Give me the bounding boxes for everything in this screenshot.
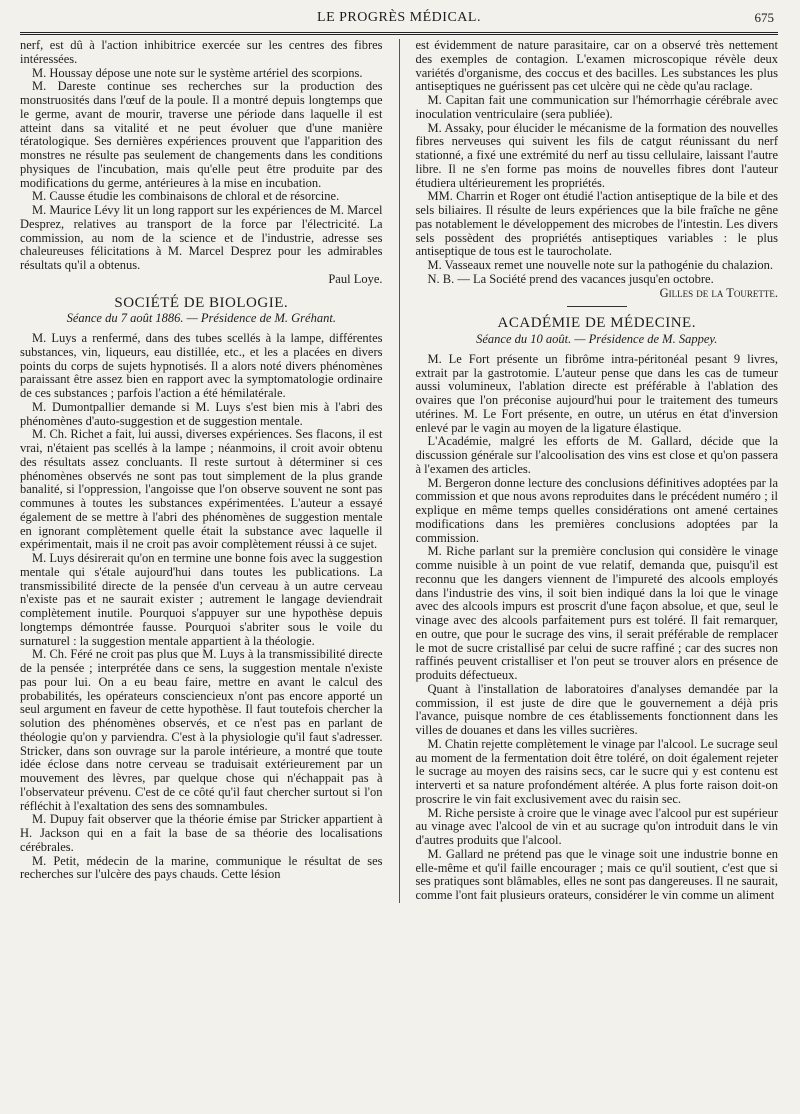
paragraph: Quant à l'installation de laboratoires d'analyses demandée par la commission, il est juste de dire que le gouvernement a déjà pris l'avance, puisque nombre de ces établissements fonctionnent dans les villes de douanes et dans les villes sucrières. <box>415 681 779 737</box>
paragraph: M. Chatin rejette complètement le vinage par l'alcool. Le sucrage seul au moment de la fermentation doit être toléré, on doit également rejeter le sucrage au moyen des raisins secs, car le sucre qui y est contenu est interverti et sa nature profondément altérée. A plus forte raison doit-on proscrire le vin fait exclusivement avec du raisin sec. <box>415 736 779 806</box>
paragraph: M. Luys a renfermé, dans des tubes scellés à la lampe, différentes substances, vin, liqueurs, eau distillée, etc., et les a placées en divers points du corps de sujets hypnotisés. Il a alors noté divers phénomènes paraissant être assez bien en rapport avec la symptomatologie ordinaire de ces substances ; parfois l'action a été hémilatérale. <box>20 331 383 400</box>
paragraph: N. B. — La Société prend des vacances jusqu'en octobre. <box>427 271 714 286</box>
paragraph: M. Houssay dépose une note sur le système artériel des scorpions. <box>32 65 363 80</box>
paragraph: M. Assaky, pour élucider le mécanisme de la formation des nouvelles fibres nerveuses qui suivent les fils de catgut réunissant du nerf stationné, a fixé une extrémité du nerf au tissu cellulaire, laissant l'autre libre. Il ne s'en forme pas moins de nouvelles fibres dont l'auteur étudiera ultérieurement les propriétés. <box>415 120 779 190</box>
paragraph: M. Gallard ne prétend pas que le vinage soit une industrie bonne en elle-même et qu'il faille encourager ; mais ce qu'il soutient, c'est que si ses pratiques sont blâmables, elles ne sont pas dangereuses. Il ne saurait, comme l'ont fait plusieurs orateurs, considérer le vin comme un aliment <box>415 846 779 902</box>
paragraph: M. Bergeron donne lecture des conclusions définitives adoptées par la commission et que nous avons reproduites dans le précédent numéro ; il explique en même temps quelles considérations ont amené certaines modifications dans les premières conclusions adoptées par la commission. <box>415 475 779 545</box>
paragraph: M. Riche parlant sur la première conclusion qui considère le vinage comme nuisible à un point de vue relatif, demanda que, puisqu'il est reconnu que les dangers viennent de l'impureté des alcools employés dans l'industrie des vins, il soit bien indiqué dans la loi que le vinage avec des alcools impurs est proscrit d'une façon absolue, et que, seul le vinage avec des alcools parfaitement purs est toléré. Il fait remarquer, en outre, que pour le sucrage des vins, il serait préférable de remplacer le mot de sucre cristallisé par celui de sucre raffiné ; car des sucres non raffinés peuvent cristalliser et l'on peut se trouver alors en présence de produits défectueux. <box>415 544 779 682</box>
left-column <box>20 39 383 903</box>
journal-title: LE PROGRÈS MÉDICAL. <box>317 10 481 25</box>
paragraph: est évidemment de nature parasitaire, car on a observé très nettement des exemples de contagion. L'examen microscopique révèle deux variétés d'organisme, des coccus et des bacilles. Les substances les plus antiseptiques ne guérissent pas cet ulcère qui ne cède qu'au raclage. <box>415 38 779 94</box>
paragraph: M. Dumontpallier demande si M. Luys s'est bien mis à l'abri des phénomènes d'auto-suggestion et de suggestion mentale. <box>20 399 383 428</box>
paragraph: nerf, est dû à l'action inhibitrice exercée sur les centres des fibres intéressées. <box>20 38 383 66</box>
paragraph: M. Le Fort présente un fibrôme intra-péritonéal pesant 9 livres, extrait par la gastrotomie. L'auteur pense que dans les cas de tumeur aussi volumineux, l'ablation directe est préférable à l'ablation des ovaires que l'on préconise aujourd'hui pour le traitement des tumeurs utérines. M. Le Fort présente, en outre, un utérus en état d'inversion enlevé par le vagin au moyen de la ligature élastique. <box>415 351 779 435</box>
right-column <box>416 39 779 903</box>
paragraph: M. Vasseaux remet une nouvelle note sur la pathogénie du chalazion. <box>427 258 773 272</box>
page-number: 675 <box>754 10 774 25</box>
header-rule <box>20 32 778 35</box>
paragraph: MM. Charrin et Roger ont étudié l'action antiseptique de la bile et des sels biliaires. Il résulte de leurs expériences que la bile fraîche ne gêne pas notablement le développement des microbes de l'intestin. Les divers sels possèdent des propriétés antiseptiques variables : le plus antiseptique de tous est le taurocholate. <box>415 189 779 259</box>
section-separator <box>567 306 627 307</box>
paragraph: M. Maurice Lévy lit un long rapport sur les expériences de M. Marcel Desprez, relatives au transport de la force par l'électricité. La commission, au nom de la science et de l'industrie, adresse ses chaleureuses félicitations à M. Marcel Desprez pour les admirables résultats qu'il a obtenus. <box>20 203 383 272</box>
paragraph: L'Académie, malgré les efforts de M. Gallard, décide que la discussion générale sur l'alcoolisation des vins est close et qu'on passera à l'examen des articles. <box>415 434 779 476</box>
section-heading: SOCIÉTÉ DE BIOLOGIE. <box>114 294 289 311</box>
paragraph: M. Riche persiste à croire que le vinage avec l'alcool pur est supérieur au vinage avec l'alcool de vin et au sucrage qu'on introduit dans le vin d'autres produits que l'alcool. <box>415 805 779 847</box>
paragraph: M. Dareste continue ses recherches sur la production des monstruosités dans l'œuf de la poule. Il a montré depuis longtemps que le germe, avant de mourir, traverse une période dans laquelle il est atteint dans sa vitalité et ne peut évoluer que d'une manière tératologique. Ses dernières expériences prouvent que l'apparition des monstres ne résulte pas seulement de changements dans les conditions physiques de l'incubation, mais qu'elle peut être produite par des modifications du germe, antérieures à la mise en incubation. <box>20 79 383 190</box>
paragraph: M. Causse étudie les combinaisons de chloral et de résorcine. <box>32 189 340 204</box>
author-signature: Gilles de la Tourette. <box>659 285 779 300</box>
running-header <box>20 10 778 28</box>
two-column-body <box>20 39 778 903</box>
paragraph: M. Ch. Richet a fait, lui aussi, diverses expériences. Ses flacons, il est vrai, n'étaient pas scellés à la lampe ; néanmoins, il croit avoir obtenu des résultats assez concluants. Il reste surtout à déterminer si ces phénomènes observés ne sont pas tout simplement de la plus grande banalité, si l'oppression, l'angoisse que l'on observe souvent ne sont pas communes à toutes les substances expérimentées. L'auteur a essayé également de se mettre à l'abri des phénomènes de suggestion mentale en ignorant complètement quelle était la substance avec laquelle il expérimentait, mais il ne croit pas avoir complètement réussi à ce sujet. <box>20 427 383 552</box>
paragraph: M. Capitan fait une communication sur l'hémorrhagie cérébrale avec inoculation ventriculaire (sera publiée). <box>415 93 779 121</box>
paragraph: M. Ch. Féré ne croit pas plus que M. Luys à la transmissibilité directe de la pensée ; interprétée dans ce sens, la suggestion mentale n'existe pas pour lui. On a eu beau faire, mettre en avant le calcul des probabilités, les opérateurs consciencieux n'ont pas encore apporté un seul argument en faveur de cette hypothèse. Il faut toutefois chercher la solution des phénomènes observés, et ce n'est pas en parlant de théologie qu'on y parviendra. C'est à la physiologie qu'il faut s'adresser. Stricker, dans son ouvrage sur la parole intérieure, a montré que toute idée éclose dans notre cerveau se traduisait extérieurement par un mouvement des lèvres, par quelque chose qui n'échappait pas à l'observateur prévenu. C'est de ce côté qu'il faut chercher surtout si l'on réfléchit à l'exaltation des sens des somnambules. <box>20 647 383 813</box>
author-signature: Paul Loye. <box>328 271 383 286</box>
session-line: Séance du 7 août 1886. — Présidence de M. Gréhant. <box>66 311 336 326</box>
paragraph: M. Petit, médecin de la marine, communique le résultat de ses recherches sur l'ulcère des pays chauds. Cette lésion <box>20 853 383 882</box>
paragraph: M. Luys désirerait qu'on en termine une bonne fois avec la suggestion mentale qui s'étale aujourd'hui dans toutes les publications. La transmissibilité directe de la pensée d'un cerveau à un autre cerveau n'existe pas et ne saurait exister ; autrement le langage deviendrait complètement inutile. Pourquoi s'appuyer sur une hypothèse depuis longtemps démontrée fausse. Pourquoi s'abriter sous le voile du surnaturel : la suggestion mentale appartient à la théologie. <box>20 551 383 648</box>
session-line: Séance du 10 août. — Présidence de M. Sappey. <box>476 332 718 346</box>
section-heading: ACADÉMIE DE MÉDECINE. <box>497 315 696 332</box>
column-divider <box>399 39 400 903</box>
paragraph: M. Dupuy fait observer que la théorie émise par Stricker appartient à H. Jackson qui en a fait la base de sa théorie des localisations cérébrales. <box>20 812 383 854</box>
